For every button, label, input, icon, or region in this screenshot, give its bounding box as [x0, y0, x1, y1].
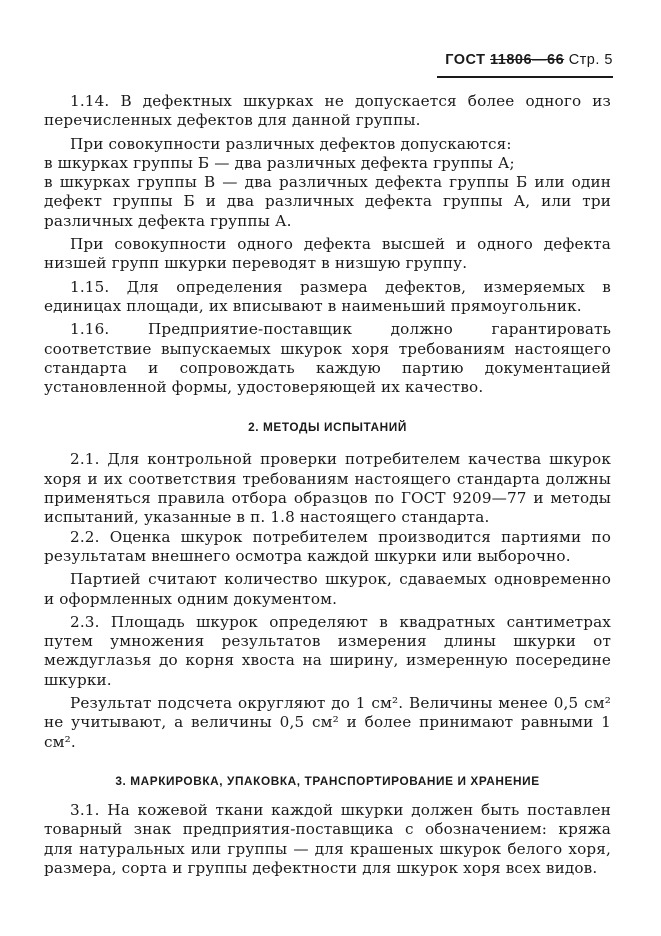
standard-number: 11806—66: [490, 52, 565, 68]
clause-1-15: 1.15. Для определения размера дефектов, измеряемых в единицах площади, их вписывают в наименьший прямоугольник.: [44, 277, 611, 315]
clause-1-16: 1.16. Предприятие-поставщик должно гарантировать соответствие выпускаемых шкурок хоря требованиям настоящего стандарта и сопровождать каждую партию документацией установленной формы, удостоверяющей их качество.: [44, 320, 611, 397]
clause-2-3-rounding: Результат подсчета округляют до 1 см². Величины менее 0,5 см² не учитывают, а величины 0,5 см² и более принимают равными 1 см².: [44, 694, 611, 751]
section-2-title: 2. МЕТОДЫ ИСПЫТАНИЙ: [248, 420, 407, 435]
document-body: [44, 92, 611, 878]
standard-label: ГОСТ: [445, 52, 486, 68]
page-header: [445, 52, 613, 68]
clause-2-2-lot: Партией считают количество шкурок, сдаваемых одновременно и оформленных одним документом.: [44, 570, 611, 608]
clause-3-1: 3.1. На кожевой ткани каждой шкурки должен быть поставлен товарный знак предприятия-поставщика с обозначением: кряжа для натуральных или группы — для крашеных шкурок белого хоря, размера, сорта и группы дефектности для шкурок хоря всех видов.: [44, 800, 611, 877]
header-rule: [437, 76, 613, 78]
section-3-title: 3. МАРКИРОВКА, УПАКОВКА, ТРАНСПОРТИРОВАНИЕ И ХРАНЕНИЕ: [115, 773, 540, 788]
clause-1-14-group-b: в шкурках группы Б — два различных дефекта группы А;: [44, 153, 515, 172]
clause-1-14-combination: При совокупности различных дефектов допускаются:: [70, 134, 512, 153]
clause-2-2: 2.2. Оценка шкурок потребителем производится партиями по результатам внешнего осмотра каждой шкурки или выборочно.: [44, 527, 611, 565]
clause-2-3: 2.3. Площадь шкурок определяют в квадратных сантиметрах путем умножения результатов измерения длины шкурки от междуглазья до корня хвоста на ширину, измеренную посередине шкурки.: [44, 612, 611, 689]
clause-1-14: 1.14. В дефектных шкурках не допускается более одного из перечисленных дефектов для данной группы.: [44, 92, 611, 130]
clause-1-14-group-v: в шкурках группы В — два различных дефекта группы Б или один дефект группы Б и два различных дефекта группы А, или три различных дефекта группы А.: [44, 173, 611, 230]
clause-2-1: 2.1. Для контрольной проверки потребителем качества шкурок хоря и их соответствия требованиям настоящего стандарта должны применяться правила отбора образцов по ГОСТ 9209—77 и методы испытаний, указанные в п. 1.8 настоящего стандарта.: [44, 450, 611, 527]
clause-1-14-mixed: При совокупности одного дефекта высшей и одного дефекта низшей групп шкурки переводят в низшую группу.: [44, 235, 611, 273]
page-number: Стр. 5: [568, 52, 613, 68]
